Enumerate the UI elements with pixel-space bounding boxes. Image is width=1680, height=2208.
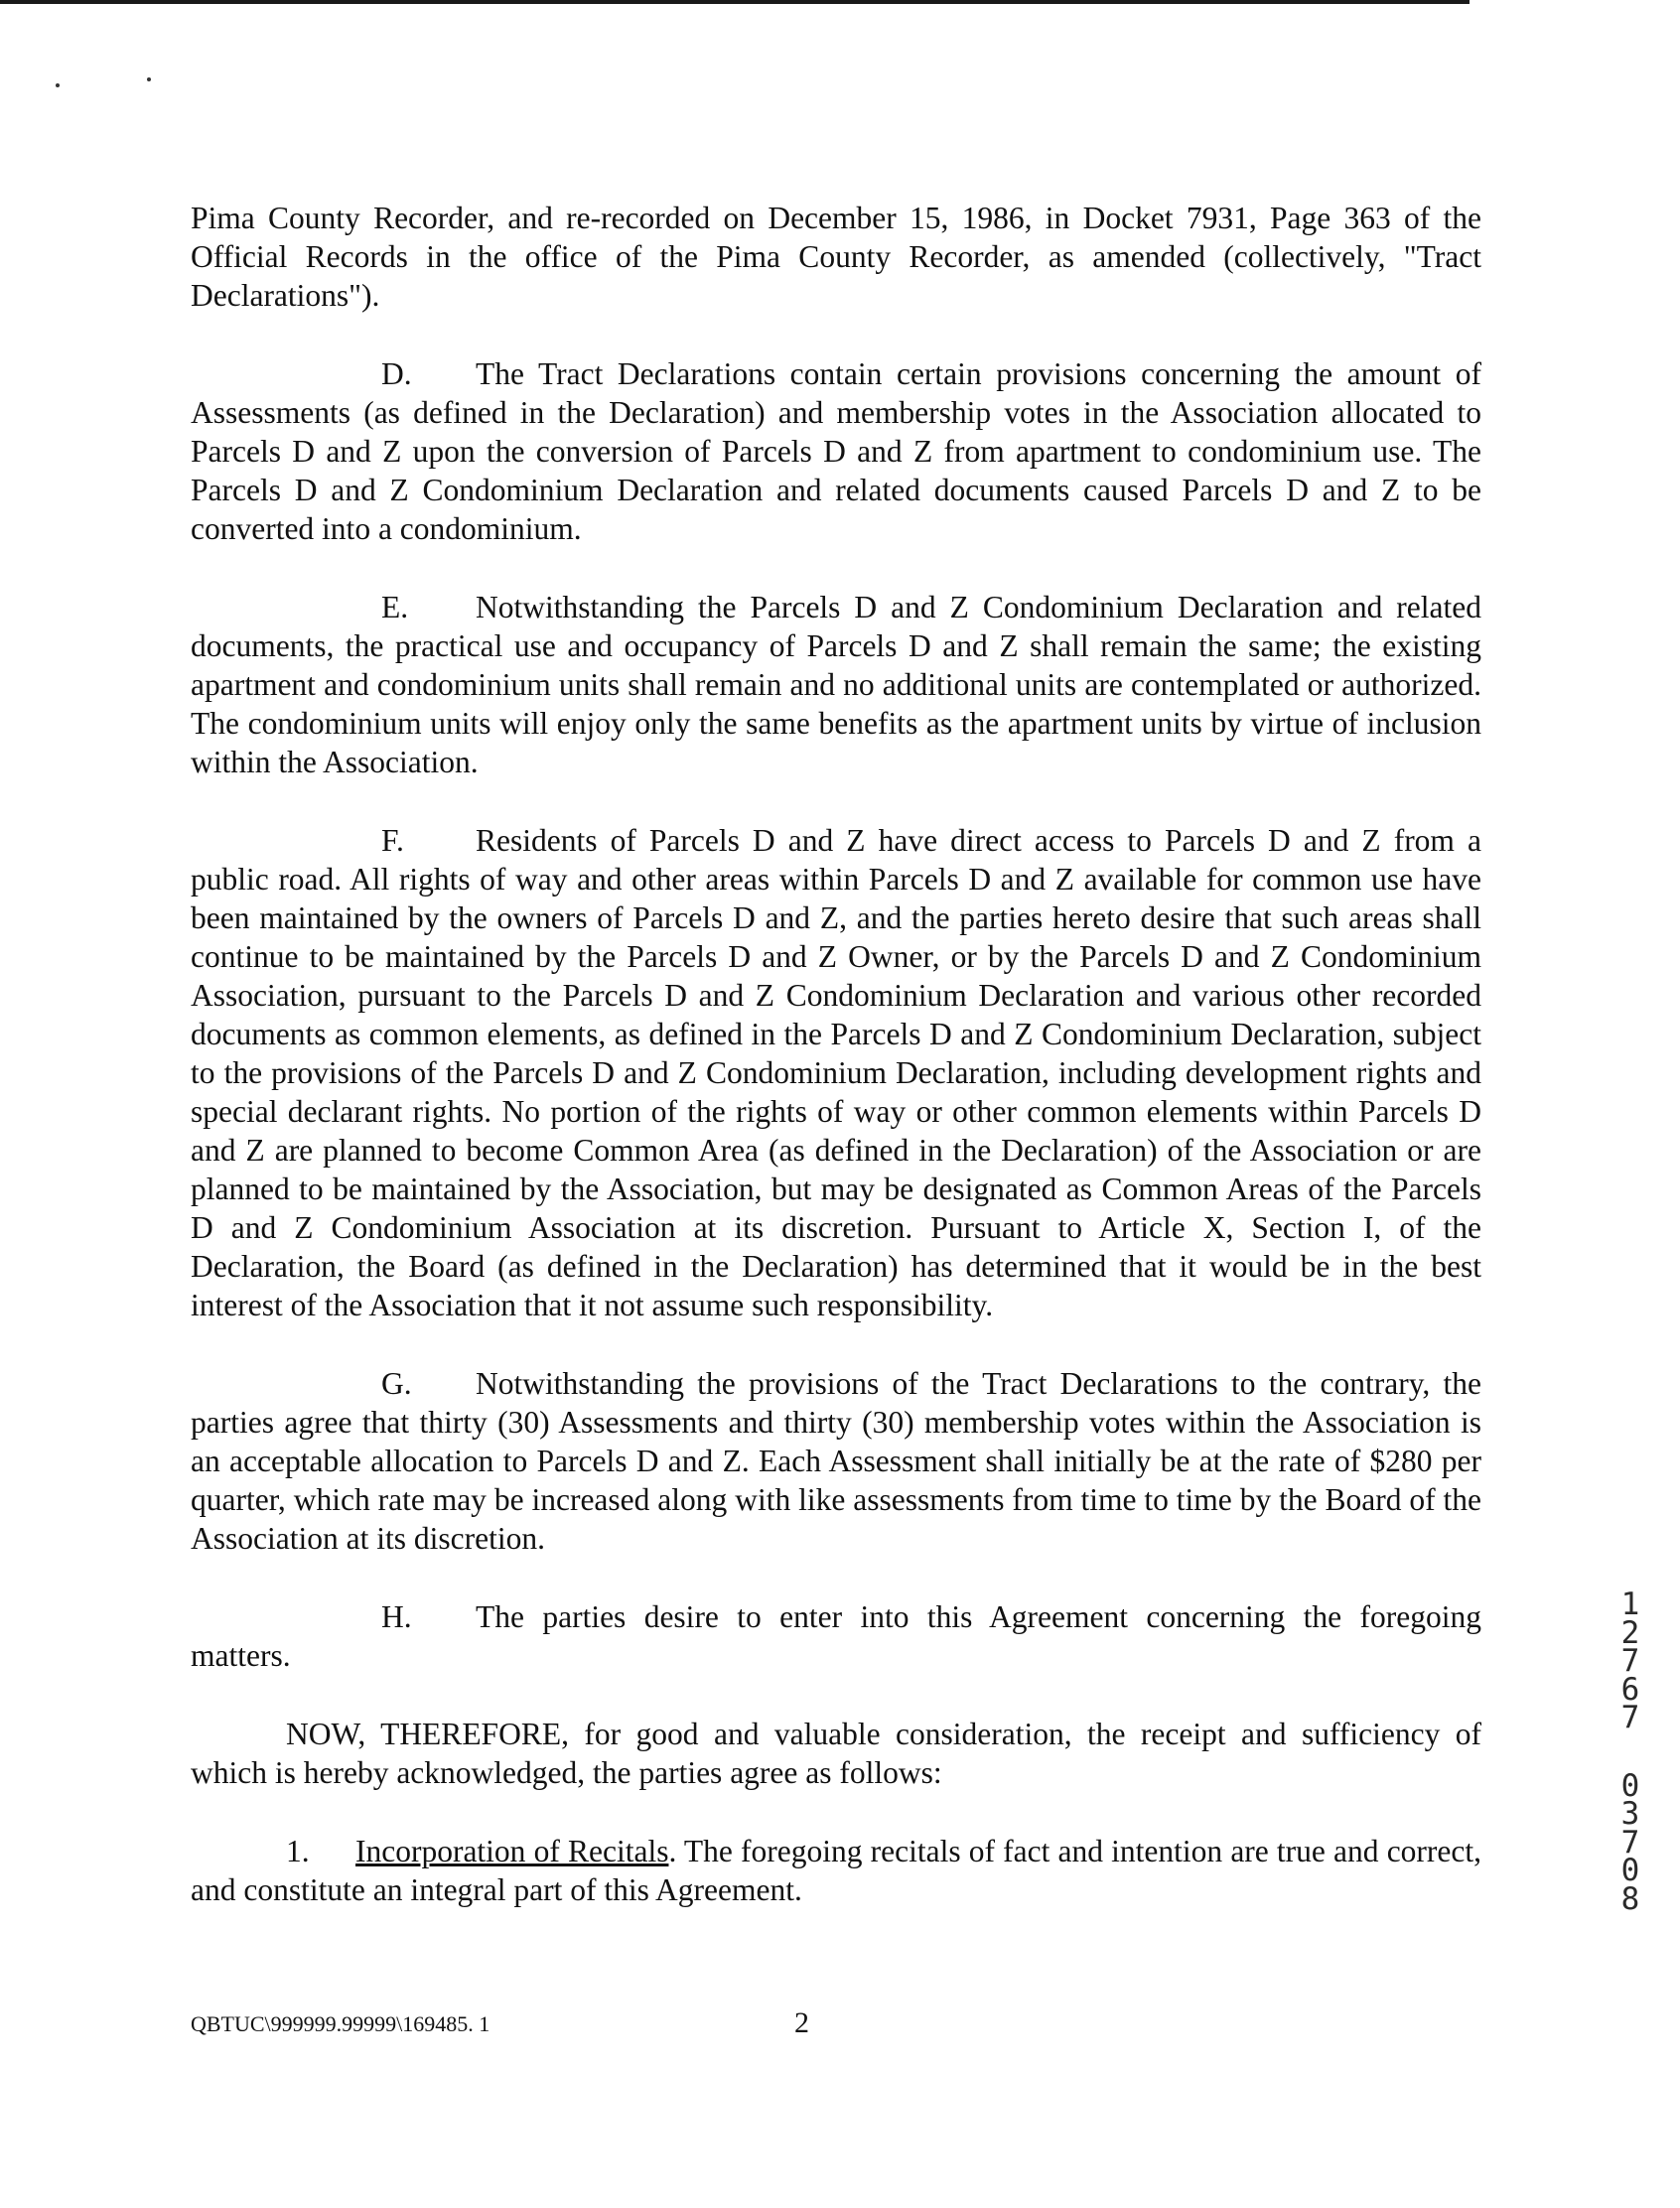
stamp-digit: 7 <box>1620 1824 1640 1861</box>
stamp-digit: 7 <box>1620 1700 1640 1735</box>
footer-doc-id: QBTUC\999999.99999\169485. 1 <box>191 2011 490 2036</box>
recital-h <box>191 1597 1481 1636</box>
stamp-digit: 0 <box>1620 1853 1640 1888</box>
scan-speck <box>147 77 151 81</box>
intro-text: Pima County Recorder, and re-recorded on December 15, 1986, in Docket 7931, Page 363 of the Official Records in the office of the Pima County Recorder, as amended (collectively, "Tract Declarations"). <box>191 201 1481 313</box>
recital-g <box>191 1364 1481 1558</box>
section-1-title: Incorporation of Recitals <box>355 1834 669 1868</box>
recital-e <box>191 588 1481 781</box>
recital-e-text: Notwithstanding the Parcels D and Z Condominium Declaration and related documents, the practical use and occupancy of Parcels D and Z shall remain the same; the existing apartment and condominium units shall remain and no additional units are contemplated or authorized. The condominium units will enjoy only the same benefits as the apartment units by virtue of inclusion within the Association. <box>191 590 1481 779</box>
now-therefore-text: NOW, THEREFORE, for good and valuable consideration, the receipt and sufficiency of which is hereby acknowledged, the parties agree as follows: <box>191 1717 1481 1790</box>
recital-g-text: Notwithstanding the provisions of the Tract Declarations to the contrary, the parties agree that thirty (30) Assessments and thirty (30) membership votes within the Association is an acceptable allocation to Parcels D and Z. Each Assessment shall initially be at the rate of $280 per quarter, which rate may be increased along with like assessments from time to time by the Board of the Association at its discretion. <box>191 1366 1481 1556</box>
recital-d-text: The Tract Declarations contain certain provisions concerning the amount of Assessments (as defined in the Declaration) and membership votes in the Association allocated to Parcels D and Z upon the conversion of Parcels D and Z from apartment to condominium use. The Parcels D and Z Condominium Declaration and related documents caused Parcels D and Z to be converted into a condominium. <box>191 356 1481 546</box>
recital-d <box>191 354 1481 548</box>
stamp-digit: 0 <box>1620 1767 1640 1804</box>
section-1-number: 1. <box>286 1834 310 1868</box>
section-1 <box>191 1832 1481 1909</box>
now-therefore-paragraph <box>191 1715 1481 1792</box>
document-body <box>191 199 1481 1949</box>
recital-f <box>191 821 1481 1324</box>
recital-f-letter: F. <box>381 823 404 858</box>
intro-paragraph <box>191 199 1481 315</box>
recital-h-text: The parties desire to enter into this Agreement concerning the foregoing <box>476 1599 1481 1634</box>
recital-h-continued-text: matters. <box>191 1638 291 1673</box>
top-edge-rule <box>0 0 1470 4</box>
footer-page-number: 2 <box>794 2006 809 2039</box>
recording-stamp <box>1610 1587 1650 1917</box>
recital-h-continued <box>191 1636 1481 1675</box>
recital-d-letter: D. <box>381 356 412 391</box>
recital-g-letter: G. <box>381 1366 412 1401</box>
recital-f-text: Residents of Parcels D and Z have direct access to Parcels D and Z from a public road. All rights of way and other areas within Parcels D and Z available for common use have been maintained by the owners of Parcels D and Z, and the parties hereto desire that such areas shall continue to be maintained by the Parcels D and Z Owner, or by the Parcels D and Z Condominium Association, pursuant to the Parcels D and Z Condominium Declaration and various other recorded documents as common elements, as defined in the Parcels D and Z Condominium Declaration, subject to the provisions of the Parcels D and Z Condominium Declaration, including development rights and special declarant rights. No portion of the rights of way or other common elements within Parcels D and Z are planned to become Common Area (as defined in the Declaration) of the Association or are planned to be maintained by the Association, but may be designated as Common Areas of the Parcels D and Z Condominium Association at its discretion. Pursuant to Article X, Section I, of the Declaration, the Board (as defined in the Declaration) has determined that it would be in the best interest of the Association that it not assume such responsibility. <box>191 823 1481 1322</box>
section-1-text: . The foregoing recitals of fact and intention are true and correct, and constitute an integral part of this Agreement. <box>191 1834 1481 1907</box>
recital-e-letter: E. <box>381 590 409 624</box>
stamp-digit: 8 <box>1620 1880 1640 1917</box>
stamp-digit: 1 <box>1620 1587 1640 1622</box>
recital-h-letter: H. <box>381 1599 412 1634</box>
stamp-gap <box>1610 1732 1650 1772</box>
stamp-digit: 7 <box>1620 1643 1640 1679</box>
stamp-digit: 6 <box>1620 1671 1640 1708</box>
stamp-digit: 2 <box>1620 1614 1640 1651</box>
scan-speck <box>56 83 60 87</box>
stamp-digit: 3 <box>1620 1796 1640 1832</box>
